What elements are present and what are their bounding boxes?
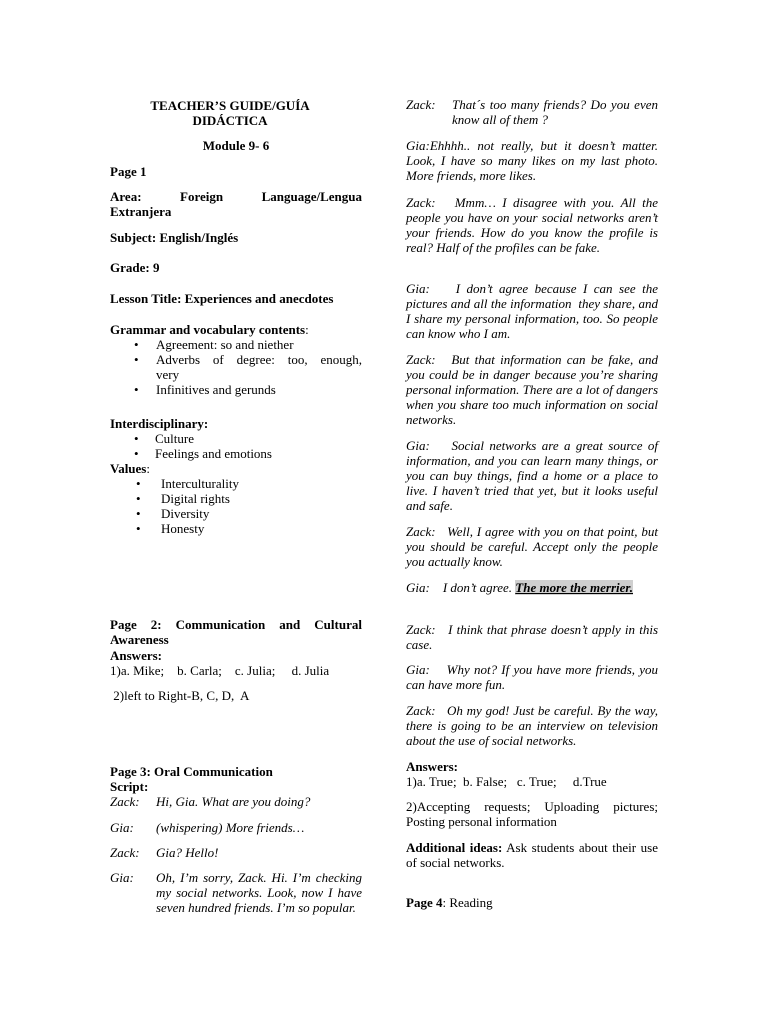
dialogue-text: That´s too many friends? Do you even know all of them ? xyxy=(452,97,658,127)
area-value-2: Language/Lengua xyxy=(261,189,362,204)
dialogue-paragraph: Gia: I don’t agree because I can see the pictures and all the information they share, and I share my personal information, too. So people can know who I am. xyxy=(406,281,662,341)
highlighted-phrase: The more the merrier. xyxy=(515,580,633,595)
dialogue-paragraph: Zack: But that information can be fake, and you could be in danger because you’re sharing personal information. There are a lot of dangers when you share too much information on social networks. xyxy=(406,352,662,427)
page2-answer-2: 2)left to Right-B, C, D, A xyxy=(113,688,250,703)
list-item: • Culture xyxy=(110,431,362,446)
grammar-section: Grammar and vocabulary contents: • Agreement: so and niether • Adverbs of degree: too, enough, very • Infinitives and gerunds xyxy=(110,322,362,397)
interdisciplinary-section: Interdisciplinary: • Culture • Feelings and emotions Values: • Interculturality • Digital rights • Diversity • Honesty xyxy=(110,416,362,536)
list-item: • Diversity xyxy=(110,506,362,521)
page1-heading: Page 1 xyxy=(110,164,147,179)
grammar-heading: Grammar and vocabulary contents xyxy=(110,322,306,337)
area-label: Area: xyxy=(110,189,142,204)
dialogue-text: Gia? Hello! xyxy=(156,845,219,860)
page3-answers-label: Answers: xyxy=(406,759,458,774)
dialogue-text: Oh, I’m sorry, Zack. Hi. I’m checking my social networks. Look, now I have seven hundred friends. I’m so popular. xyxy=(156,870,362,915)
speaker: Zack: xyxy=(110,845,140,860)
dialogue-line xyxy=(110,845,362,860)
dialogue-line xyxy=(110,794,362,809)
dialogue-paragraph: Gia: Why not? If you have more friends, you can have more fun. xyxy=(406,662,662,692)
dialogue-line xyxy=(110,820,362,835)
dialogue-paragraph: Zack: I think that phrase doesn’t apply in this case. xyxy=(406,622,662,652)
dialogue-paragraph: Zack: Mmm… I disagree with you. All the people you have on your social networks aren’t your friends. How do you know the profile is real? Half of the profiles can be fake. xyxy=(406,195,662,255)
speaker: Gia: xyxy=(110,820,134,835)
grade-field: Grade: 9 xyxy=(110,260,160,275)
list-item: • Infinitives and gerunds xyxy=(110,382,362,397)
page2-answer-1: 1)a. Mike; b. Carla; c. Julia; d. Julia xyxy=(110,663,330,678)
list-item: • Digital rights xyxy=(110,491,362,506)
page4-heading: Page 4: Reading xyxy=(406,895,493,910)
area-value-3: Extranjera xyxy=(110,204,172,219)
page3-heading: Page 3: Oral Communication xyxy=(110,764,273,779)
module-label: Module 9- 6 xyxy=(202,138,270,153)
speaker: Zack: xyxy=(110,794,140,809)
dialogue-line xyxy=(110,870,362,915)
page3-answer-1: 1)a. True; b. False; c. True; d.True xyxy=(406,774,607,789)
list-item: • Agreement: so and niether xyxy=(110,337,362,352)
list-item: • Adverbs of degree: too, enough, very xyxy=(110,352,362,382)
values-list xyxy=(110,476,362,536)
page3-answer-2: 2)Accepting requests; Uploading pictures; Posting personal information xyxy=(406,799,658,829)
interdisciplinary-heading: Interdisciplinary: xyxy=(110,416,209,431)
dialogue-line xyxy=(406,97,658,127)
page2-answers-label: Answers: xyxy=(110,648,162,663)
list-item: • Honesty xyxy=(110,521,362,536)
page2-heading: Page 2: Communication and Cultural Awareness xyxy=(110,617,362,647)
speaker: Zack: xyxy=(406,97,436,112)
additional-ideas-label: Additional ideas: xyxy=(406,840,503,855)
dialogue-text: Hi, Gia. What are you doing? xyxy=(156,794,311,809)
area-value-1: Foreign xyxy=(180,189,224,204)
lesson-title: Lesson Title: Experiences and anecdotes xyxy=(110,291,334,306)
speaker: Gia: xyxy=(110,870,134,885)
dialogue-paragraph: Gia: Social networks are a great source of information, and you can learn many things, or you can buy things, find a home or a place to live. I haven’t tried that yet, but it looks useful and safe. xyxy=(406,438,662,513)
dialogue-paragraph: Gia:Ehhhh.. not really, but it doesn’t matter. Look, I have so many likes on my last photo. More friends, more likes. xyxy=(406,138,658,183)
document-title xyxy=(110,98,350,128)
interdisciplinary-list xyxy=(110,431,362,461)
values-heading: Values xyxy=(110,461,147,476)
area-field xyxy=(110,189,362,219)
title-line-2: DIDÁCTICA xyxy=(192,113,268,128)
list-item: • Interculturality xyxy=(110,476,362,491)
dialogue-paragraph: Zack: Oh my god! Just be careful. By the way, there is going to be an interview on television about the use of social networks. xyxy=(406,703,662,748)
additional-ideas: Additional ideas: Ask students about their use of social networks. xyxy=(406,840,658,870)
dialogue-text: (whispering) More friends… xyxy=(156,820,305,835)
title-line-1: TEACHER’S GUIDE/GUÍA xyxy=(150,98,310,113)
list-item: • Feelings and emotions xyxy=(110,446,362,461)
script-label: Script: xyxy=(110,779,149,794)
subject-field: Subject: English/Inglés xyxy=(110,230,239,245)
dialogue-paragraph: Gia: I don’t agree. The more the merrier. xyxy=(406,580,633,595)
grammar-list xyxy=(110,337,362,397)
dialogue-paragraph: Zack: Well, I agree with you on that point, but you should be careful. Accept only the people you actually know. xyxy=(406,524,662,569)
